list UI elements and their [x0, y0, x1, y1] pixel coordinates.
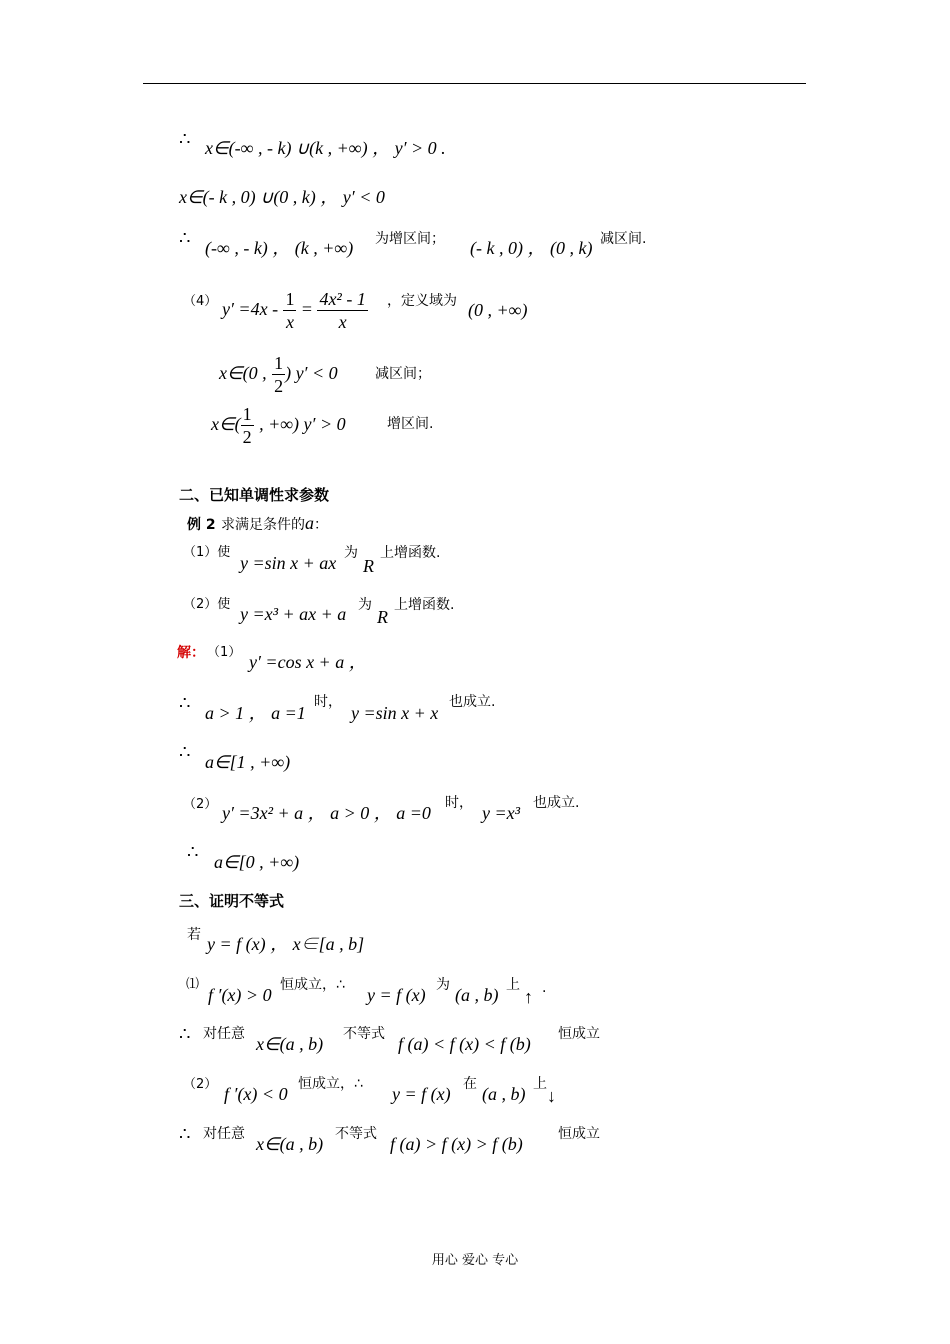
therefore-symbol: ∴ [179, 742, 191, 762]
decreasing-label: 减区间. [600, 231, 647, 247]
interval-line-b [211, 403, 346, 448]
solution-part-2: （2） [183, 797, 218, 812]
fraction-main [317, 288, 367, 333]
domain-label: ，定义域为 [387, 293, 457, 309]
case-2-shang: 上 [533, 1076, 547, 1092]
decreasing-label: 减区间； [375, 366, 431, 382]
part-2-R: R [377, 607, 388, 627]
case-2-text: 恒成立，∴ [298, 1076, 363, 1092]
part-1-end: 上增函数. [380, 545, 441, 561]
solution-2-derivative: y′ =3x² + a ， a > 0 ， a =0 [222, 803, 431, 823]
fraction-one-over-x [283, 288, 296, 333]
frac-den: x [338, 312, 347, 332]
frac-num: 4x² - 1 [319, 289, 366, 309]
example-label: 例 2 [187, 517, 216, 533]
item-number: （4） [183, 294, 218, 309]
case-2-label: （2） [183, 1077, 218, 1092]
also-holds: 也成立. [533, 795, 580, 811]
interval-suffix: , +∞) y′ > 0 [259, 414, 346, 434]
example-var: a [305, 513, 315, 533]
interval-line-a [219, 352, 338, 397]
solution-label: 解： [177, 645, 205, 661]
increasing-label: 增区间. [387, 416, 434, 432]
frac-num: 1 [274, 353, 284, 373]
domain-interval: (0 , +∞) [468, 300, 528, 320]
part-2-label: （2）使 [183, 597, 231, 612]
inequality-decreasing: f (a) > f (x) > f (b) [390, 1134, 523, 1154]
section-heading-2: 二、已知单调性求参数 [179, 486, 330, 504]
case-1-wei: 为 [436, 977, 450, 993]
case-1-shang: 上 [506, 977, 520, 993]
therefore-symbol: ∴ [179, 129, 191, 149]
therefore-symbol: ∴ [179, 1024, 191, 1044]
equals-sign: = [301, 299, 313, 319]
increasing-intervals: (-∞ , - k) ， (k , +∞) [205, 238, 354, 258]
interval-prefix: x∈(0 , [219, 363, 267, 383]
for-any-x: x∈(a , b) [256, 1034, 324, 1054]
also-holds: 也成立. [449, 694, 496, 710]
derivative-formula [222, 288, 368, 333]
part-1-formula: y =sin x + ax [240, 553, 337, 573]
page-footer: 用心 爱心 专心 [431, 1253, 519, 1268]
case-1-interval: (a , b) [455, 985, 499, 1005]
example-colon: ： [314, 517, 329, 533]
frac-num: 1 [285, 289, 295, 309]
frac-den: 2 [242, 427, 252, 447]
case-1-condition: f ′(x) > 0 [208, 985, 272, 1005]
case-1-period: . [542, 980, 547, 996]
case-2-condition: f ′(x) < 0 [224, 1084, 288, 1104]
shi-label: 时， [314, 694, 342, 710]
solution-part-1: （1） [207, 645, 242, 660]
fraction-half [241, 403, 254, 448]
frac-den: x [285, 312, 294, 332]
function-check: y =sin x + x [351, 703, 439, 723]
for-any-label: 对任意 [203, 1026, 245, 1042]
therefore-symbol: ∴ [179, 228, 191, 248]
case-1-text: 恒成立，∴ [280, 977, 345, 993]
case-2-zai: 在 [463, 1076, 477, 1092]
header-rule [143, 83, 806, 84]
inequality-label: 不等式 [335, 1126, 377, 1142]
down-arrow-icon: ↓ [547, 1086, 556, 1106]
function-check-2: y =x³ [482, 803, 521, 823]
part-2-wei: 为 [358, 597, 372, 613]
therefore-symbol: ∴ [179, 693, 191, 713]
always-holds: 恒成立 [558, 1126, 600, 1142]
case-1-label: ⑴ [186, 977, 200, 992]
case-2-function: y = f (x) [392, 1084, 451, 1104]
part-2-formula: y =x³ + ax + a [240, 604, 347, 624]
case-1-function: y = f (x) [367, 985, 426, 1005]
condition-a: a > 1 ， a =1 [205, 703, 306, 723]
part-2-end: 上增函数. [394, 597, 455, 613]
ruo-label: 若 [187, 927, 201, 943]
math-line-decreasing: x∈(- k , 0) ∪(0 , k) ， y′ < 0 [179, 187, 385, 207]
answer-2: a∈[0 , +∞) [214, 852, 300, 872]
case-2-interval: (a , b) [482, 1084, 526, 1104]
shi-label: 时， [445, 795, 473, 811]
frac-den: 2 [274, 376, 284, 396]
given-function: y = f (x) ， x∈[a , b] [207, 934, 365, 954]
part-1-R: R [363, 556, 374, 576]
formula-lhs: y′ =4x - [222, 299, 279, 319]
math-line-increasing: x∈(-∞ , - k) ∪(k , +∞) ， y′ > 0 . [205, 138, 446, 158]
therefore-symbol: ∴ [187, 842, 199, 862]
interval-prefix: x∈( [211, 414, 241, 434]
section-heading-3: 三、证明不等式 [179, 892, 285, 910]
solution-derivative: y′ =cos x + a ， [249, 652, 367, 672]
frac-num: 1 [242, 404, 252, 424]
part-1-label: （1）使 [183, 545, 231, 560]
inequality-increasing: f (a) < f (x) < f (b) [398, 1034, 531, 1054]
therefore-symbol: ∴ [179, 1124, 191, 1144]
decreasing-intervals: (- k , 0) ， (0 , k) [470, 238, 593, 258]
up-arrow-icon: ↑ [524, 987, 533, 1007]
for-any-label: 对任意 [203, 1126, 245, 1142]
part-1-wei: 为 [344, 545, 358, 561]
example-text: 求满足条件的 [221, 517, 306, 533]
answer-1: a∈[1 , +∞) [205, 752, 291, 772]
example-2-line [187, 513, 328, 535]
interval-suffix: ) y′ < 0 [285, 363, 338, 383]
increasing-label: 为增区间； [375, 231, 445, 247]
fraction-half [272, 352, 285, 397]
always-holds: 恒成立 [558, 1026, 600, 1042]
inequality-label: 不等式 [343, 1026, 385, 1042]
for-any-x: x∈(a , b) [256, 1134, 324, 1154]
